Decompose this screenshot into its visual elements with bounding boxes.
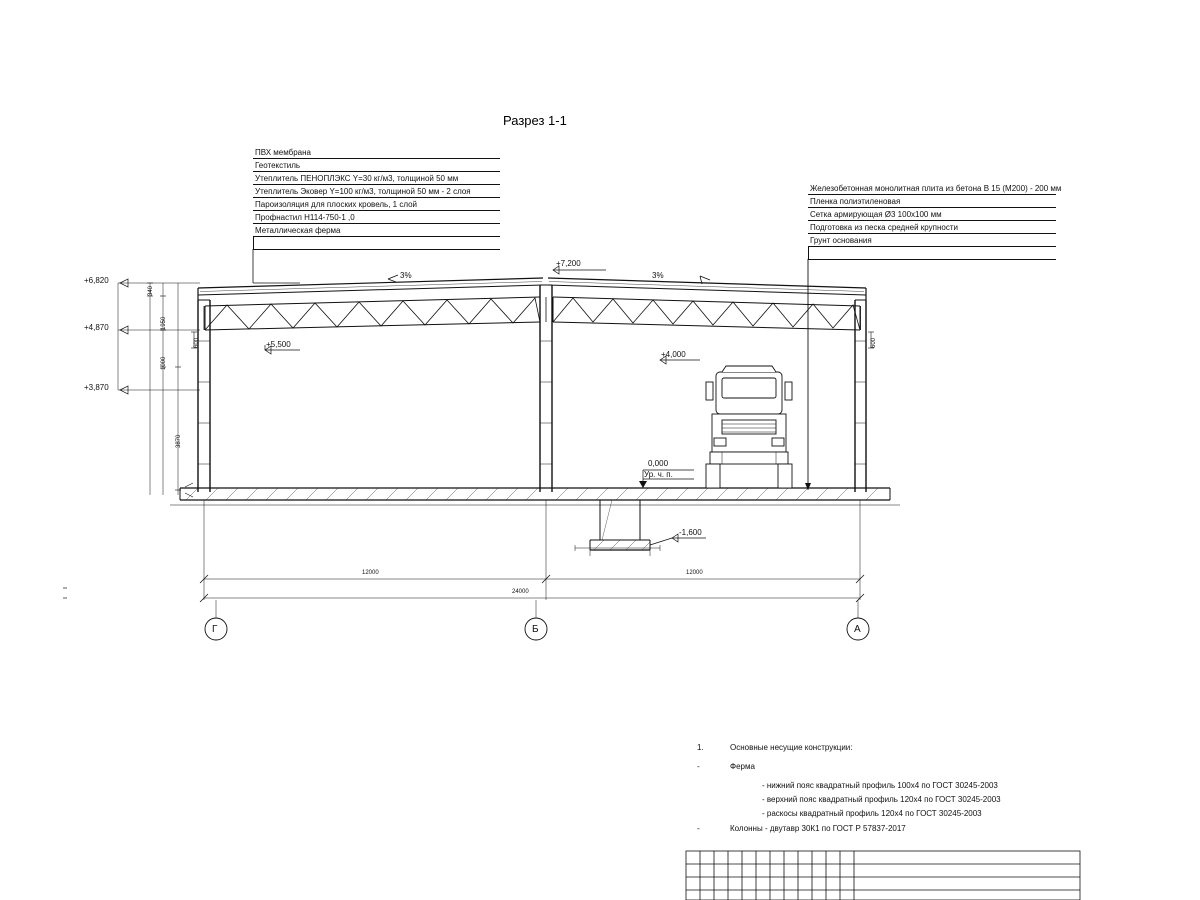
note-number: 1. <box>697 743 704 752</box>
roof-note-0: ПВХ мембрана <box>255 148 311 157</box>
slope-left: 3% <box>400 271 412 280</box>
roof-note-3: Утеплитель Эковер Y=100 кг/м3, толщиной 50 мм - 2 слоя <box>255 187 471 196</box>
floor-note-0: Железобетонная монолитная плита из бетона В 15 (М200) - 200 мм <box>810 184 1062 193</box>
roof-note-5: Профнастил Н114-750-1 ,0 <box>255 213 355 222</box>
page-title: Разрез 1-1 <box>503 113 567 128</box>
elevation-left-2: +3,870 <box>84 383 109 392</box>
note-item-1: Ферма <box>730 762 755 771</box>
left-dim-1: 1950 <box>161 316 167 330</box>
roof-note-6: Металлическая ферма <box>255 226 341 235</box>
floor-note-1: Пленка полиэтиленовая <box>810 197 901 206</box>
note-sub-2: - раскосы квадратный профиль 120х4 по ГОСТ 30245-2003 <box>762 809 982 818</box>
total-dim: 24000 <box>512 589 529 595</box>
span-dim-right: 12000 <box>686 570 703 576</box>
axis-label-a: А <box>854 624 861 635</box>
column-mark-right: 600 <box>871 337 877 348</box>
floor-note-3: Подготовка из песка средней крупности <box>810 223 958 232</box>
note-sub-1: - верхний пояс квадратный профиль 120х4 по ГОСТ 30245-2003 <box>762 795 1001 804</box>
elevation-7200: +7,200 <box>556 259 581 268</box>
elevation-4000: +4,000 <box>661 350 686 359</box>
note-item-2: Колонны - двутавр 30К1 по ГОСТ Р 57837-2017 <box>730 824 906 833</box>
elevation-floor-level-label: Ур. ч. п. <box>644 470 673 479</box>
floor-note-2: Сетка армирующая Ø3 100х100 мм <box>810 210 942 219</box>
elevation-0000: 0,000 <box>648 459 669 468</box>
roof-note-2: Утеплитель ПЕНОПЛЭКС Y=30 кг/м3, толщиной 50 мм <box>255 174 459 183</box>
roof-note-4: Пароизоляция для плоских кровель, 1 слой <box>255 200 418 209</box>
roof-note-1: Геотекстиль <box>255 161 301 170</box>
slope-right: 3% <box>652 271 664 280</box>
note-sub-0: - нижний пояс квадратный профиль 100х4 по ГОСТ 30245-2003 <box>762 781 998 790</box>
note-heading: Основные несущие конструкции: <box>730 743 853 752</box>
note-dash-1: - <box>697 762 700 771</box>
axis-label-g: Г <box>212 624 218 635</box>
left-dim-0: 340 <box>148 285 154 296</box>
left-dim-2: 1000 <box>161 356 167 370</box>
left-dim-3: 3870 <box>176 434 182 448</box>
note-dash-2: - <box>697 824 700 833</box>
span-dim-left: 12000 <box>362 570 379 576</box>
floor-note-4: Грунт основания <box>810 236 872 245</box>
elevation-minus1600: -1,600 <box>679 528 702 537</box>
axis-label-b: Б <box>532 624 539 635</box>
elevation-left-0: +6,820 <box>84 276 109 285</box>
elevation-left-1: +4,870 <box>84 323 109 332</box>
column-mark-left: 600 <box>194 337 200 348</box>
elevation-5500: +5,500 <box>266 340 291 349</box>
